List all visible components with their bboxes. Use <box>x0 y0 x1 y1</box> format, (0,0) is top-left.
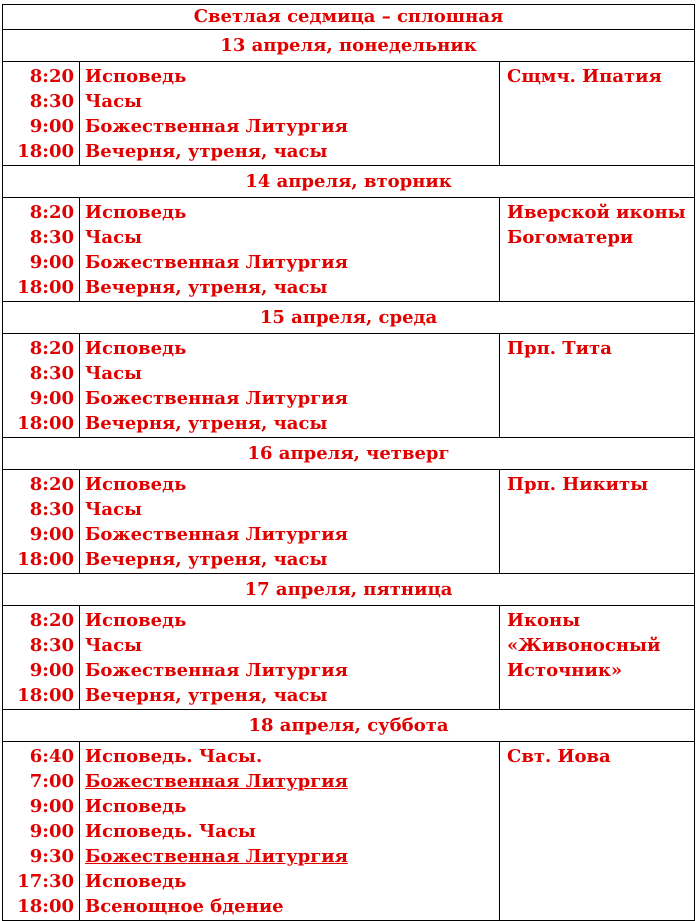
service-names-cell <box>80 334 500 438</box>
service-time: 8:30 <box>29 363 74 384</box>
service-name <box>80 522 499 547</box>
service-time: 18:00 <box>17 277 74 298</box>
service-name-text: Часы <box>85 499 143 520</box>
service-time: 9:00 <box>29 388 74 409</box>
service-time: 17:30 <box>17 871 74 892</box>
service-name <box>80 114 499 139</box>
service-name-text: Часы <box>85 363 143 384</box>
service-time: 9:00 <box>29 252 74 273</box>
service-name <box>80 547 499 572</box>
service-name-text: Божественная Литургия <box>85 846 348 867</box>
service-time: 8:20 <box>29 474 74 495</box>
service-name-text: Исповедь <box>85 871 187 892</box>
day-header-row <box>3 302 695 334</box>
service-name <box>80 794 499 819</box>
service-name-text: Часы <box>85 227 143 248</box>
saint-name-line: Прп. Никиты <box>507 474 649 495</box>
service-name-text: Часы <box>85 91 143 112</box>
service-name <box>80 411 499 436</box>
title-row <box>3 5 695 30</box>
day-header-row <box>3 574 695 606</box>
service-time: 9:30 <box>29 846 74 867</box>
service-time: 9:00 <box>29 524 74 545</box>
service-name-text: Исповедь <box>85 474 187 495</box>
service-time: 18:00 <box>17 413 74 434</box>
service-name <box>80 361 499 386</box>
service-name <box>80 869 499 894</box>
service-time: 18:00 <box>17 685 74 706</box>
service-name <box>80 225 499 250</box>
service-time: 8:30 <box>29 227 74 248</box>
service-names-cell <box>80 198 500 302</box>
service-name <box>80 769 499 794</box>
service-time: 7:00 <box>29 771 74 792</box>
service-name <box>80 819 499 844</box>
service-name <box>80 894 499 919</box>
saint-name-line: «Живоносный <box>507 635 661 656</box>
service-time: 8:20 <box>29 202 74 223</box>
service-time: 18:00 <box>17 549 74 570</box>
service-name-text: Вечерня, утреня, часы <box>85 141 328 162</box>
saint-commemoration-cell <box>500 334 695 438</box>
service-time: 9:00 <box>29 796 74 817</box>
service-names-cell <box>80 470 500 574</box>
service-time: 8:30 <box>29 91 74 112</box>
service-name-text: Вечерня, утреня, часы <box>85 549 328 570</box>
service-times-cell <box>3 742 80 921</box>
service-name-text: Исповедь. Часы <box>85 821 256 842</box>
service-time: 6:40 <box>29 746 74 767</box>
day-services-row <box>3 606 695 710</box>
service-name <box>80 683 499 708</box>
service-names-cell <box>80 62 500 166</box>
day-date: 13 апреля, понедельник <box>3 30 695 62</box>
service-name <box>80 89 499 114</box>
service-name-text: Вечерня, утреня, часы <box>85 685 328 706</box>
day-services-row <box>3 62 695 166</box>
saint-name-line: Богоматери <box>507 227 634 248</box>
service-name <box>80 633 499 658</box>
service-time: 8:30 <box>29 499 74 520</box>
service-time: 18:00 <box>17 896 74 917</box>
service-name-text: Исповедь <box>85 338 187 359</box>
service-name <box>80 844 499 869</box>
schedule-body <box>3 5 695 921</box>
saint-commemoration-cell <box>500 742 695 921</box>
service-name <box>80 64 499 89</box>
day-header-row <box>3 438 695 470</box>
service-time: 9:00 <box>29 660 74 681</box>
service-name-text: Вечерня, утреня, часы <box>85 277 328 298</box>
day-date: 15 апреля, среда <box>3 302 695 334</box>
day-header-row <box>3 30 695 62</box>
service-time: 8:20 <box>29 610 74 631</box>
service-name-text: Исповедь <box>85 610 187 631</box>
service-name-text: Всенощное бдение <box>85 896 284 917</box>
saint-name-line: Иверской иконы <box>507 202 686 223</box>
service-name <box>80 497 499 522</box>
service-times-cell <box>3 198 80 302</box>
service-name-text: Божественная Литургия <box>85 388 348 409</box>
service-name-text: Исповедь <box>85 66 187 87</box>
day-services-row <box>3 742 695 921</box>
service-name <box>80 250 499 275</box>
service-time: 9:00 <box>29 821 74 842</box>
day-services-row <box>3 334 695 438</box>
saint-commemoration-cell <box>500 470 695 574</box>
service-name-text: Исповедь. Часы. <box>85 746 263 767</box>
service-name-text: Исповедь <box>85 202 187 223</box>
saint-commemoration-cell <box>500 198 695 302</box>
day-services-row <box>3 198 695 302</box>
service-name <box>80 472 499 497</box>
service-times-cell <box>3 62 80 166</box>
day-date: 14 апреля, вторник <box>3 166 695 198</box>
day-date: 17 апреля, пятница <box>3 574 695 606</box>
service-names-cell <box>80 606 500 710</box>
service-name <box>80 275 499 300</box>
service-name-text: Божественная Литургия <box>85 252 348 273</box>
service-name-text: Часы <box>85 635 143 656</box>
saint-commemoration-cell <box>500 62 695 166</box>
saint-name-line: Свт. Иова <box>507 746 611 767</box>
service-name-text: Вечерня, утреня, часы <box>85 413 328 434</box>
service-time: 8:30 <box>29 635 74 656</box>
service-name <box>80 608 499 633</box>
service-time: 9:00 <box>29 116 74 137</box>
service-name <box>80 386 499 411</box>
day-services-row <box>3 470 695 574</box>
schedule-table <box>2 4 695 921</box>
service-name-text: Божественная Литургия <box>85 116 348 137</box>
saint-name-line: Прп. Тита <box>507 338 612 359</box>
service-name-text: Исповедь <box>85 796 187 817</box>
day-date: 18 апреля, суббота <box>3 710 695 742</box>
saint-commemoration-cell <box>500 606 695 710</box>
saint-name-line: Сщмч. Ипатия <box>507 66 662 87</box>
day-date: 16 апреля, четверг <box>3 438 695 470</box>
day-header-row <box>3 166 695 198</box>
service-name-text: Божественная Литургия <box>85 660 348 681</box>
service-name <box>80 744 499 769</box>
schedule-title: Светлая седмица – сплошная <box>3 5 695 30</box>
service-times-cell <box>3 334 80 438</box>
service-name <box>80 200 499 225</box>
service-time: 8:20 <box>29 66 74 87</box>
service-name <box>80 336 499 361</box>
saint-name-line: Источник» <box>507 660 623 681</box>
service-time: 18:00 <box>17 141 74 162</box>
service-times-cell <box>3 470 80 574</box>
day-header-row <box>3 710 695 742</box>
service-times-cell <box>3 606 80 710</box>
service-name <box>80 139 499 164</box>
saint-name-line: Иконы <box>507 610 581 631</box>
service-names-cell <box>80 742 500 921</box>
service-name-text: Божественная Литургия <box>85 771 348 792</box>
service-name-text: Божественная Литургия <box>85 524 348 545</box>
service-name <box>80 658 499 683</box>
service-time: 8:20 <box>29 338 74 359</box>
